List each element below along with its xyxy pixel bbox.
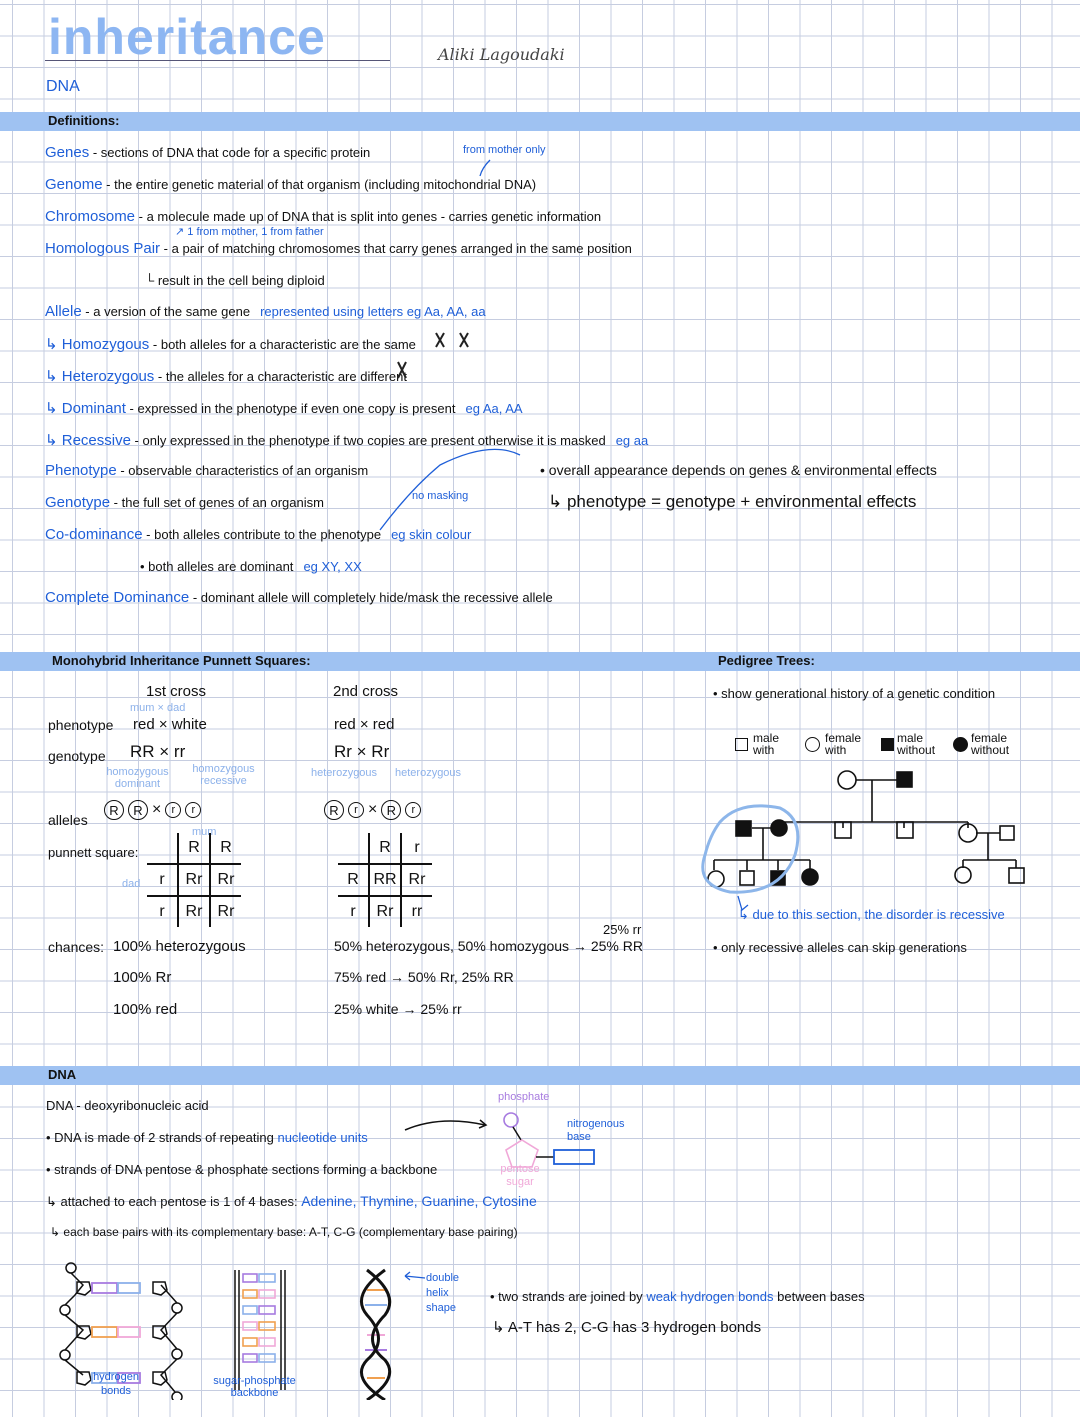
allele: r [185, 802, 201, 818]
arrow-no-masking [380, 449, 520, 530]
definition-note: eg Aa, AA [465, 401, 523, 416]
page-title: inheritance [48, 9, 326, 65]
annotation-from-parents: ↗ 1 from mother, 1 from father [175, 226, 324, 238]
definition-text: • both alleles are dominant [140, 559, 294, 574]
square-filled-icon [881, 738, 894, 751]
dna-band [0, 1066, 1080, 1085]
punnett-cell: R [369, 833, 401, 864]
pedigree-intro: • show generational history of a genetic condition [713, 686, 996, 701]
definition-term: Complete Dominance [45, 589, 190, 606]
cross1-genotype-note-2: homozygous recessive [192, 763, 255, 787]
double-helix-diagram [361, 1270, 389, 1400]
allele: r [405, 802, 421, 818]
allele: R [381, 800, 401, 820]
punnett-cell: Rr [178, 896, 210, 927]
label-nitrogenous-base: nitrogenous base [567, 1118, 625, 1143]
nucleotide-units: nucleotide units [277, 1130, 368, 1145]
label-alleles: alleles [48, 812, 88, 828]
definition-text: - only expressed in the phenotype if two copies are present otherwise it is masked [130, 433, 606, 448]
punnett-cell: Rr [217, 903, 235, 920]
definition-term: Chromosome [45, 208, 136, 225]
dna-line-3: • strands of DNA pentose & phosphate sections forming a backbone [46, 1162, 438, 1177]
phenotype-formula: ↳ phenotype = genotype + environmental effects [548, 492, 917, 511]
punnett-cell: r [338, 896, 369, 927]
annotation-no-masking: no masking [412, 490, 469, 502]
dna-line-2: • DNA is made of 2 strands of repeating nucleotide units [46, 1130, 368, 1145]
definition-term: ↳ Homozygous [45, 336, 150, 353]
allele: R [104, 800, 124, 820]
cross2-chance-3: 25% white → 25% rr [334, 1001, 462, 1017]
allele: r [348, 802, 364, 818]
cross2-genotype: Rr × Rr [334, 742, 390, 761]
annotation-mother-only: from mother only [463, 144, 546, 156]
definition-term: Genome [45, 176, 103, 193]
cross2-genotype-note-2: heterozygous [395, 767, 462, 779]
legend-male-with: male with [735, 732, 791, 756]
label-genotype: genotype [48, 748, 106, 764]
dna-line-4: ↳ attached to each pentose is 1 of 4 bases: Adenine, Thymine, Guanine, Cytosine [46, 1193, 537, 1209]
cross1-mum-dad: mum × dad [130, 702, 186, 714]
definition-term: Co-dominance [45, 526, 143, 543]
side-note: • overall appearance depends on genes & environmental effects [540, 462, 937, 478]
definition-text: - a version of the same gene [81, 304, 251, 319]
punnett-cell [147, 833, 178, 864]
pedigree-tree [700, 760, 1080, 930]
backbone-diagram [235, 1270, 285, 1390]
cross1-title: 1st cross [146, 683, 207, 700]
punnett-cell: rr [411, 903, 423, 920]
definition-arrows [0, 0, 1080, 640]
times-sign: × [152, 801, 162, 818]
definition-text: - the entire genetic material of that organism (including mitochondrial DNA) [102, 177, 537, 192]
allele: R [128, 800, 148, 820]
legend-female-with: female with [805, 732, 867, 756]
definition-text: - observable characteristics of an organism [116, 463, 369, 478]
punnett-cell: RR [369, 864, 401, 896]
definition-term: Allele [45, 303, 82, 320]
phosphate-icon [504, 1113, 518, 1127]
label-phosphate: phosphate [498, 1091, 550, 1103]
punnett-heading: Monohybrid Inheritance Punnett Squares: [52, 653, 311, 668]
label-punnett-square: punnett square: [48, 845, 139, 860]
cross1-dad-label: dad [122, 878, 141, 890]
punnett-cell: Rr [178, 864, 210, 896]
cross2-punnett-square [338, 833, 432, 927]
allele: R [324, 800, 344, 820]
times-sign: × [368, 801, 378, 818]
punnett-cell: Rr [210, 864, 241, 896]
label-pentose-sugar: pentose sugar [500, 1163, 540, 1188]
legend-female-without: female without [953, 732, 1015, 756]
punnett-cell: Rr [369, 896, 401, 927]
bonds-count: ↳ A-T has 2, C-G has 3 hydrogen bonds [492, 1319, 762, 1336]
definition-text: └ result in the cell being diploid [145, 273, 325, 288]
pedigree-note: • only recessive alleles can skip generations [713, 940, 967, 955]
definition-note: eg skin colour [391, 527, 472, 542]
pedigree-legend [735, 732, 1015, 756]
legend-male-without: male without [881, 732, 939, 756]
dna-line-5: ↳ each base pairs with its complementary base: A-T, C-G (complementary base pairing) [50, 1225, 518, 1239]
cross2-genotype-note-1: heterozygous [311, 767, 378, 779]
cross2-chance-2: 75% red → 50% Rr, 25% RR [334, 969, 514, 985]
label-chances: chances: [48, 939, 105, 955]
cross2-chance-note: 25% rr [603, 922, 642, 937]
definition-note: eg aa [615, 433, 649, 448]
cross1-chance-3: 100% red [113, 1001, 178, 1018]
definition-text: - dominant allele will completely hide/mask the recessive allele [189, 590, 553, 605]
definition-text: - a pair of matching chromosomes that carry genes arranged in the same position [160, 241, 632, 256]
cross1-phenotype: red × white [133, 716, 207, 733]
definition-term: ↳ Dominant [45, 400, 126, 417]
punnett-cell [338, 833, 369, 864]
label-phenotype: phenotype [48, 717, 114, 733]
punnett-cell: R [338, 864, 369, 896]
dna-line-1: DNA - deoxyribonucleic acid [46, 1098, 209, 1113]
definition-text: - expressed in the phenotype if even one copy is present [125, 401, 456, 416]
cross2-title: 2nd cross [333, 683, 399, 700]
circle-open-icon [805, 737, 820, 752]
punnett-cell: R [210, 833, 241, 864]
cross1-chance-1: 100% heterozygous [113, 938, 246, 955]
definition-text: - both alleles for a characteristic are the same [149, 337, 416, 352]
definition-note: represented using letters eg Aa, AA, aa [260, 304, 486, 319]
cross1-mum-label: mum [192, 826, 217, 838]
punnett-cell: R [178, 833, 210, 864]
definition-text: - the alleles for a characteristic are different [154, 369, 407, 384]
label-double-helix: double helix shape [426, 1272, 460, 1314]
allele: r [165, 802, 181, 818]
author-signature: Aliki Lagoudaki [438, 45, 565, 64]
definition-text: - sections of DNA that code for a specific protein [89, 145, 371, 160]
definition-text: - the full set of genes of an organism [110, 495, 324, 510]
punnett-cell: r [147, 864, 178, 896]
topic-label: DNA [46, 78, 80, 95]
definition-text: - both alleles contribute to the phenotype [142, 527, 382, 542]
dna-heading: DNA [48, 1067, 77, 1082]
definition-note: eg XY, XX [303, 559, 362, 574]
cross1-genotype-note-1: homozygous dominant [106, 766, 169, 790]
cross2-chance-1: 50% heterozygous, 50% homozygous → 25% RR [334, 938, 643, 954]
label-hydrogen-bonds: hydrogen bonds [93, 1371, 139, 1397]
circle-filled-icon [953, 737, 968, 752]
cross2-alleles [324, 800, 421, 820]
definition-term: Genotype [45, 494, 111, 511]
punnett-cell: r [147, 896, 178, 927]
chromosome-icons [398, 333, 468, 378]
cross1-chance-2: 100% Rr [113, 969, 172, 986]
square-open-icon [735, 738, 748, 751]
pedigree-heading: Pedigree Trees: [718, 653, 815, 668]
definitions-heading: Definitions: [48, 113, 120, 128]
pedigree-conclusion: ↳ due to this section, the disorder is recessive [738, 907, 1005, 922]
label-backbone: sugar-phosphate backbone [213, 1375, 296, 1399]
punnett-cell: r [401, 833, 432, 864]
punnett-cell: Rr [401, 864, 432, 896]
bonds-line: • two strands are joined by weak hydrogen bonds between bases [490, 1289, 865, 1304]
cross1-alleles [104, 800, 201, 820]
definition-term: ↳ Heterozygous [45, 368, 155, 385]
definition-term: Genes [45, 144, 90, 161]
cross2-phenotype: red × red [334, 716, 395, 733]
definition-term: Phenotype [45, 462, 117, 479]
cross1-punnett-square [147, 833, 241, 927]
dna-bases: Adenine, Thymine, Guanine, Cytosine [301, 1193, 537, 1209]
definition-text: - a molecule made up of DNA that is split into genes - carries genetic information [135, 209, 602, 224]
definition-term: Homologous Pair [45, 240, 161, 257]
cross1-genotype: RR × rr [130, 742, 186, 761]
base-icon [554, 1150, 594, 1164]
pedigree-heading-wrap [700, 652, 1080, 671]
definition-term: ↳ Recessive [45, 432, 131, 449]
